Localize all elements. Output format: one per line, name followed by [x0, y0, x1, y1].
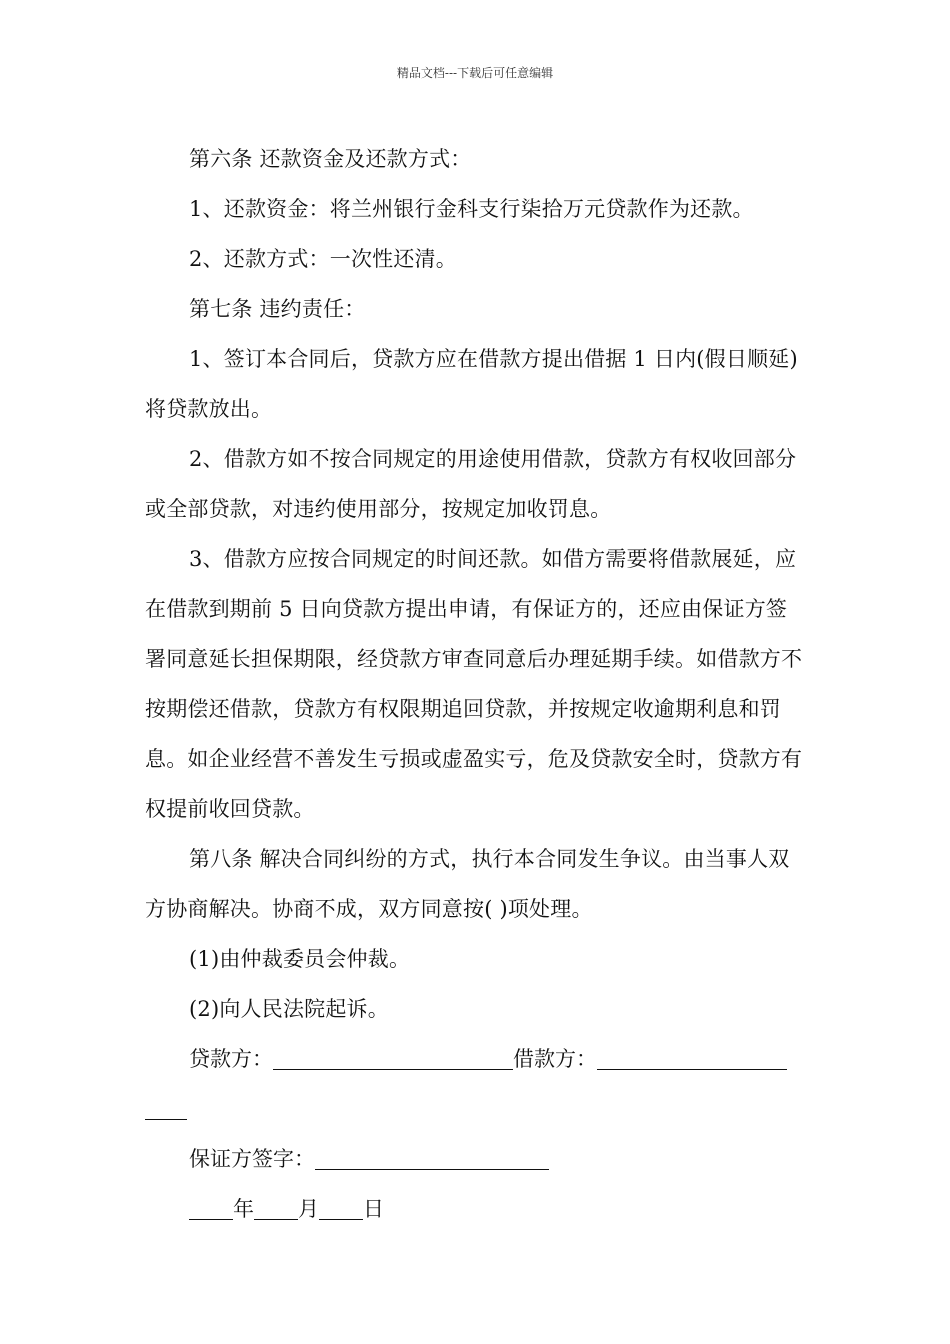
guarantor-signature-blank[interactable] — [315, 1149, 549, 1170]
lender-borrower-signature-line — [145, 1034, 807, 1084]
borrower-signature-continuation — [145, 1084, 807, 1134]
article-6-item-2: 2、还款方式：一次性还清。 — [189, 247, 457, 271]
article-8-heading: 第八条 解决合同纠纷的方式，执行本合同发生争议。由当事人双方协商解决。协商不成，双方同意按( )项处理。 — [145, 847, 790, 921]
page-header: 精品文档---下载后可任意编辑 — [396, 66, 554, 80]
guarantor-label: 保证方签字： — [189, 1147, 315, 1171]
lender-label: 贷款方： — [189, 1047, 273, 1071]
borrower-signature-blank-wrap[interactable] — [145, 1099, 187, 1120]
article-6-item-1: 1、还款资金：将兰州银行金科支行柒拾万元贷款作为还款。 — [189, 197, 754, 221]
article-7-item-2: 2、借款方如不按合同规定的用途使用借款，贷款方有权收回部分或全部贷款，对违约使用部分，按规定加收罚息。 — [145, 447, 797, 521]
day-blank[interactable] — [319, 1199, 363, 1220]
option-court: (2)向人民法院起诉。 — [189, 997, 389, 1021]
article-7-item-3: 3、借款方应按合同规定的时间还款。如借方需要将借款展延，应在借款到期前 5 日向贷款方提出申请，有保证方的，还应由保证方签署同意延长担保期限，经贷款方审查同意后办理延期手续。如借款方不按期偿还借款，贷款方有权限期追回贷款，并按规定收逾期利息和罚息。如企业经营不善发生亏损或虚盈实亏，危及贷款安全时，贷款方有权提前收回贷款。 — [145, 547, 803, 821]
article-7-item-1: 1、签订本合同后，贷款方应在借款方提出借据 1 日内(假日顺延)将贷款放出。 — [145, 347, 798, 421]
article-7-heading: 第七条 违约责任： — [189, 297, 366, 321]
month-label: 月 — [298, 1197, 319, 1221]
year-blank[interactable] — [189, 1199, 233, 1220]
article-6-heading: 第六条 还款资金及还款方式： — [189, 147, 472, 171]
month-blank[interactable] — [254, 1199, 298, 1220]
document-body — [145, 134, 807, 1234]
guarantor-signature-line — [145, 1134, 807, 1184]
borrower-label: 借款方： — [513, 1047, 597, 1071]
date-line — [145, 1184, 807, 1234]
day-label: 日 — [363, 1197, 384, 1221]
year-label: 年 — [233, 1197, 254, 1221]
borrower-signature-blank[interactable] — [597, 1049, 787, 1070]
option-arbitration: (1)由仲裁委员会仲裁。 — [189, 947, 411, 971]
lender-signature-blank[interactable] — [273, 1049, 513, 1070]
